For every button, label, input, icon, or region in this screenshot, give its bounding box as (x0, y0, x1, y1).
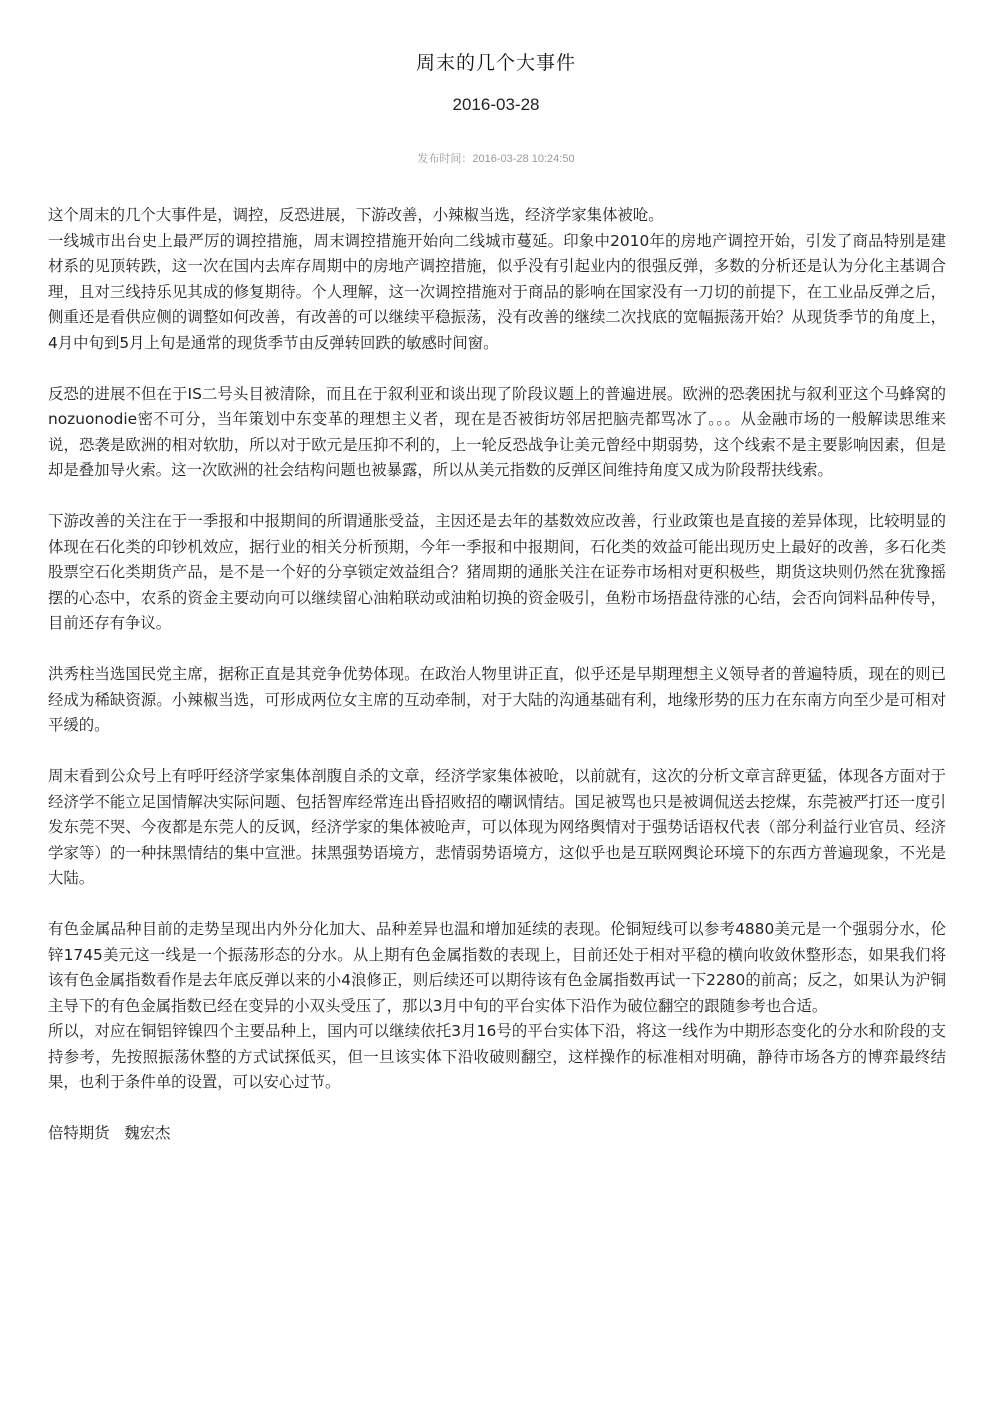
author-signature: 倍特期货 魏宏杰 (48, 1124, 171, 1142)
paragraph-spacer (48, 484, 946, 510)
paragraph-spacer (48, 739, 946, 765)
paragraph-downstream: 下游改善的关注在于一季报和中报期间的所谓通胀受益，主因还是去年的基数效应改善，行业政策也是直接的差异体现，比较明显的体现在石化类的印钞机效应，据行业的相关分析预期，今年一季报和中报期间，石化类的效益可能出现历史上最好的改善，多石化类股票空石化类期货产品，是不是一个好的分享锁定效益组合？猪周期的通胀关注在证券市场相对更积极些，期货这块则仍然在犹豫摇摆的心态中，农系的资金主要动向可以继续留心油粕联动或油粕切换的资金吸引，鱼粉市场捂盘待涨的心结，会否向饲料品种传导，目前还存有争议。 (48, 512, 946, 632)
paragraph-election: 洪秀柱当选国民党主席，据称正直是其竞争优势体现。在政治人物里讲正直，似乎还是早期理想主义领导者的普遍特质，现在的则已经成为稀缺资源。小辣椒当选，可形成两位女主席的互动牵制，对于大陆的沟通基础有利，地缘形势的压力在东南方向至少是可相对平缓的。 (48, 665, 946, 734)
paragraph-property-control: 一线城市出台史上最严厉的调控措施，周末调控措施开始向二线城市蔓延。印象中2010年的房地产调控开始，引发了商品特别是建材系的见顶转跌，这一次在国内去库存周期中的房地产调控措施，似乎没有引起业内的很强反弹，多数的分析还是认为分化主基调合理，且对三线持乐见其成的修复期待。个人理解，这一次调控措施对于商品的影响在国家没有一刀切的前提下，在工业品反弹之后，侧重还是看供应侧的调整如何改善，有改善的可以继续平稳振荡，没有改善的继续二次找底的宽幅振荡开始？从现货季节的角度上，4月中旬到5月上旬是通常的现货季节由反弹转回跌的敏感时间窗。 (48, 231, 946, 352)
paragraph-economists: 周末看到公众号上有呼吁经济学家集体剖腹自杀的文章，经济学家集体被呛，以前就有，这次的分析文章言辞更猛，体现各方面对于经济学不能立足国情解决实际问题、包括智库经常连出昏招败招的嘲讽情结。国足被骂也只是被调侃送去挖煤，东莞被严打还一度引发东莞不哭、今夜都是东莞人的反讽，经济学家的集体被呛声，可以体现为网络舆情对于强势话语权代表（部分利益行业官员、经济学家等）的一种抹黑情结的集中宣泄。抹黑强势语境方，悲情弱势语境方，这似乎也是互联网舆论环境下的东西方普遍现象，不光是大陆。 (48, 767, 946, 887)
paragraph-spacer (48, 1096, 946, 1122)
publish-time: 发布时间：2016-03-28 10:24:50 (417, 153, 575, 165)
page-title: 周末的几个大事件 (415, 52, 576, 74)
paragraph-spacer (48, 637, 946, 663)
paragraph-conclusion: 所以，对应在铜铝锌镍四个主要品种上，国内可以继续依托3月16号的平台实体下沿，将这一线作为中期形态变化的分水和阶段的支持参考，先按照振荡休整的方式试探低买，但一旦该实体下沿收破则翻空，这样操作的标准相对明确，静待市场各方的博弈最终结果，也利于条件单的设置，可以安心过节。 (48, 1022, 946, 1091)
intro-paragraph: 这个周末的几个大事件是，调控，反恐进展，下游改善，小辣椒当选，经济学家集体被呛。 (48, 206, 664, 224)
article-date: 2016-03-28 (452, 95, 540, 114)
paragraph-metals: 有色金属品种目前的走势呈现出内外分化加大、品种差异也温和增加延续的表现。伦铜短线可以参考4880美元是一个强弱分水，伦锌1745美元这一线是一个振荡形态的分水。从上期有色金属指数的表现上，目前还处于相对平稳的横向收敛休整形态，如果我们将该有色金属指数看作是去年底反弹以来的小4浪修正，则后续还可以期待该有色金属指数再试一下2280的前高；反之，如果认为沪铜主导下的有色金属指数已经在变异的小双头受压了，那以3月中旬的平台实体下沿作为破位翻空的跟随参考也合适。 (48, 920, 946, 1015)
article-body (48, 203, 946, 1147)
paragraph-spacer (48, 892, 946, 918)
paragraph-anti-terror: 反恐的进展不但在于IS二号头目被清除，而且在于叙利亚和谈出现了阶段议题上的普遍进展。欧洲的恐袭困扰与叙利亚这个马蜂窝的nozuonodie密不可分，当年策划中东变革的理想主义者，现在是否被街坊邻居把脑壳都骂冰了。。。从金融市场的一般解读思维来说，恐袭是欧洲的相对软肋，所以对于欧元是压抑不利的，上一轮反恐战争让美元曾经中期弱势，这个线索不是主要影响因素，但是却是叠加导火索。这一次欧洲的社会结构问题也被暴露，所以从美元指数的反弹区间维持角度又成为阶段帮扶线索。 (48, 384, 946, 479)
paragraph-spacer (48, 356, 946, 382)
